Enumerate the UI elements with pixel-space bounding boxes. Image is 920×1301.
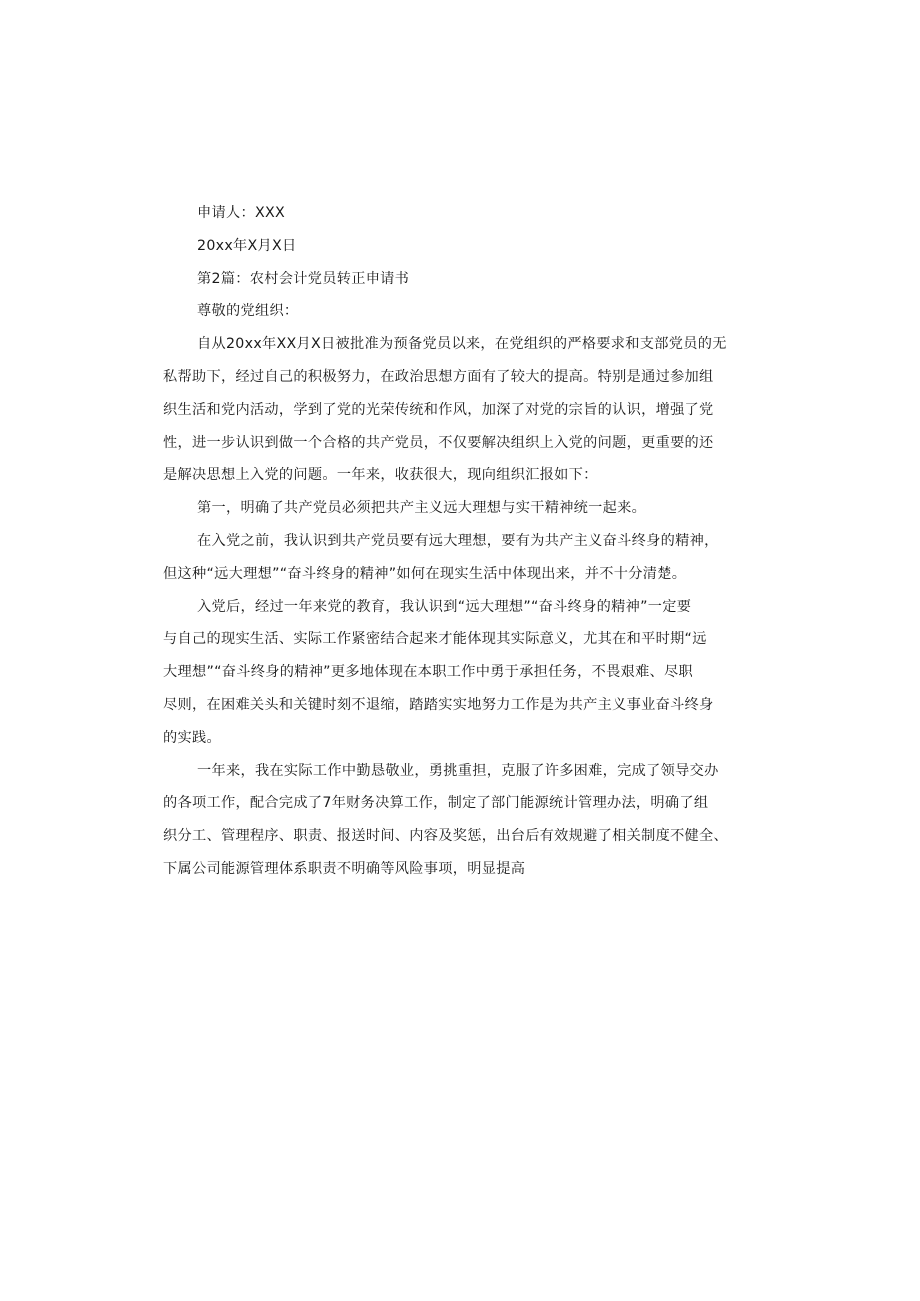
paragraph-line: 大理想”“奋斗终身的精神”更多地体现在本职工作中勇于承担任务，不畏艰难、尽职 [163, 664, 694, 681]
paragraph-line: 与自己的现实生活、实际工作紧密结合起来才能体现其实际意义，尤其在和平时期“远 [163, 631, 707, 648]
paragraph-line: 织分工、管理程序、职责、报送时间、内容及奖惩，出台后有效规避了相关制度不健全、 [163, 828, 729, 845]
paragraph-line: 第一，明确了共产党员必须把共产主义远大理想与实干精神统一起来。 [197, 500, 647, 517]
paragraph-line: 在入党之前，我认识到共产党员要有远大理想，要有为共产主义奋斗终身的精神， [197, 532, 719, 549]
paragraph-line: 性，进一步认识到做一个合格的共产党员，不仅要解决组织上入党的问题，更重要的还 [163, 434, 714, 451]
paragraph-line: 私帮助下，经过自己的积极努力，在政治思想方面有了较大的提高。特别是通过参加组 [163, 368, 714, 385]
paragraph-line: 是解决思想上入党的问题。一年来，收获很大，现向组织汇报如下： [163, 467, 598, 484]
paragraph-line: 的实践。 [163, 729, 221, 746]
paragraph-line: 下属公司能源管理体系职责不明确等风险事项，明显提高 [163, 860, 526, 877]
paragraph-line: 的各项工作，配合完成了7年财务决算工作，制定了部门能源统计管理办法，明确了组 [163, 795, 709, 812]
paragraph-line: 尽则，在困难关头和关键时刻不退缩，踏踏实实地努力工作是为共产主义事业奋斗终身 [163, 696, 714, 713]
paragraph-after-joining [163, 591, 763, 755]
paragraph-line: 织生活和党内活动，学到了党的光荣传统和作风，加深了对党的宗旨的认识，增强了党 [163, 401, 714, 418]
paragraph-line: 自从20xx年XX月X日被批准为预备党员以来，在党组织的严格要求和支部党员的无 [197, 336, 727, 353]
date-line: 20xx年X月X日 [197, 237, 297, 254]
paragraph-work-summary [163, 755, 763, 886]
applicant-line: 申请人：XXX [197, 205, 286, 221]
paragraph-line: 但这种“远大理想”“奋斗终身的精神”如何在现实生活中体现出来，并不十分清楚。 [163, 565, 687, 582]
paragraph-line: 一年来，我在实际工作中勤恳敬业，勇挑重担，克服了许多困难，完成了领导交办 [197, 762, 719, 779]
paragraph-line: 入党后，经过一年来党的教育，我认识到“远大理想”“奋斗终身的精神”一定要 [197, 598, 692, 615]
paragraph-before-joining [163, 525, 763, 591]
salutation: 尊敬的党组织： [197, 303, 299, 320]
document-body [163, 197, 763, 886]
section-title: 第2篇：农村会计党员转正申请书 [197, 270, 410, 287]
paragraph-intro [163, 328, 763, 492]
paragraph-point-one [163, 492, 763, 525]
